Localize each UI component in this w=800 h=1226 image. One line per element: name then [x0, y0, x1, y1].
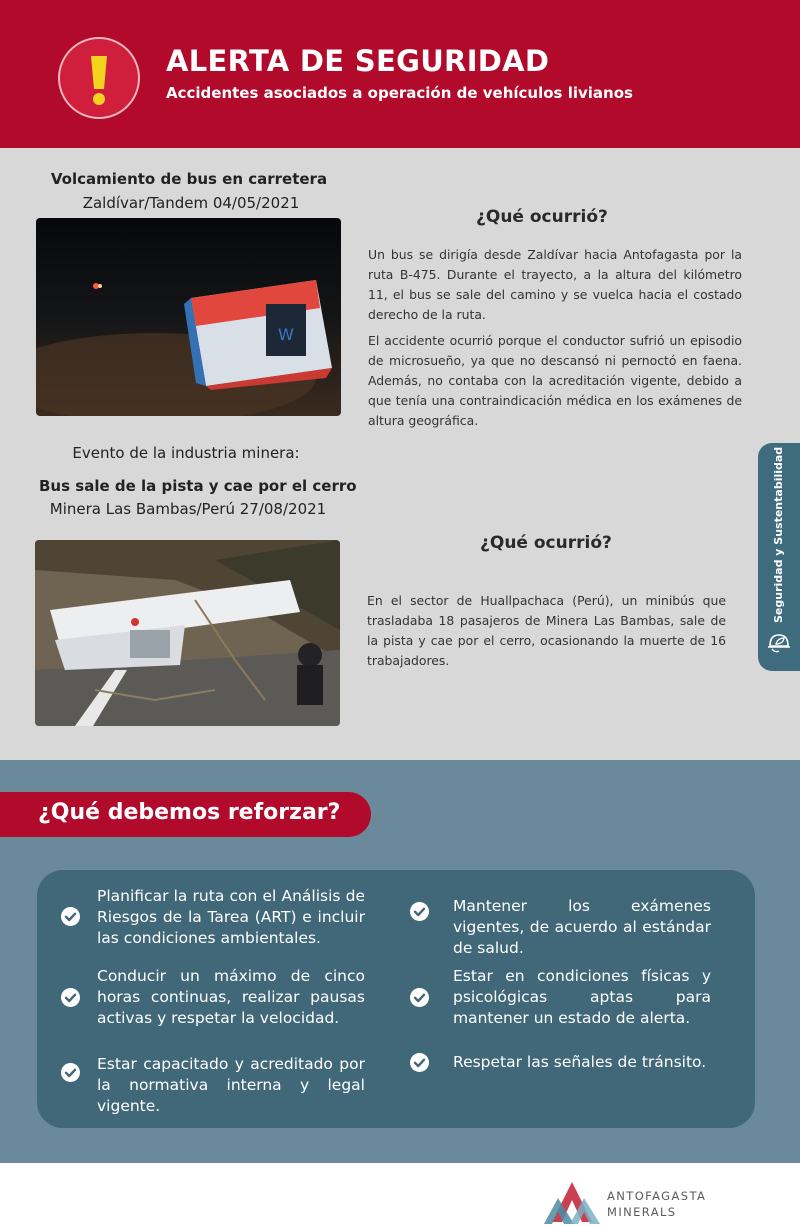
svg-text:W: W — [278, 325, 294, 344]
helmet-leaf-icon — [766, 629, 792, 659]
check-circle-icon — [410, 1053, 429, 1072]
incident1-location-date: Zaldívar/Tandem 04/05/2021 — [82, 194, 300, 212]
reinforce-left-item-1: Planificar la ruta con el Análisis de Riesgos de la Tarea (ART) e incluir las condiciones ambientales. — [97, 887, 365, 947]
reinforce-right-item-3: Respetar las señales de tránsito. — [453, 1053, 707, 1071]
header-banner — [0, 0, 800, 148]
incident2-intro: Evento de la industria minera: — [72, 444, 300, 462]
incident2-location-date: Minera Las Bambas/Perú 27/08/2021 — [49, 500, 327, 518]
incident1-paragraph1: Un bus se dirigía desde Zaldívar hacia Antofagasta por la ruta B-475. Durante el trayecto, a la altura del kilómetro 11, el bus se sale del camino y se vuelca hacia el costado derecho de la ruta. — [368, 247, 742, 322]
incident1-question: ¿Qué ocurrió? — [476, 207, 608, 227]
incident2-description: En el sector de Huallpachaca (Perú), un minibús que trasladaba 18 pasajeros de Minera Las Bambas, sale de la pista y cae por el cerro, ocasionando la muerte de 16 trabajadores. — [367, 593, 726, 668]
reinforce-right-item-2: Estar en condiciones físicas y psicológicas aptas para mantener un estado de alerta. — [453, 967, 711, 1027]
check-circle-icon — [410, 988, 429, 1007]
check-circle-icon — [61, 1063, 80, 1082]
page-subtitle: Accidentes asociados a operación de vehículos livianos — [166, 84, 633, 102]
incident2-photo — [35, 540, 340, 726]
incident1-paragraph2: El accidente ocurrió porque el conductor sufrió un episodio de microsueño, ya que no descansó ni pernoctó en faena. Además, no contaba con la acreditación vigente, debido a que tenía una contraindicación médica en los exámenes de altura geográfica. — [368, 333, 742, 428]
incident2-question: ¿Qué ocurrió? — [480, 533, 612, 553]
incident1-photo — [36, 218, 341, 416]
side-tab-label: Seguridad y Sustentabilidad — [772, 446, 785, 623]
check-circle-icon — [61, 907, 80, 926]
check-circle-icon — [410, 902, 429, 921]
reinforce-right-item-1: Mantener los exámenes vigentes, de acuerdo al estándar de salud. — [453, 897, 711, 957]
logo-line2: MINERALS — [607, 1205, 677, 1219]
footer-logo-text — [607, 1188, 706, 1220]
check-circle-icon — [61, 988, 80, 1007]
page-title: ALERTA DE SEGURIDAD — [166, 44, 550, 78]
incident1-description — [368, 245, 742, 437]
antofagasta-mountain-logo-icon — [544, 1180, 600, 1225]
reinforce-left-item-2: Conducir un máximo de cinco horas continuas, realizar pausas activas y respetar la velocidad. — [97, 967, 365, 1027]
incident1-title: Volcamiento de bus en carretera — [50, 170, 328, 188]
alert-exclamation-icon — [58, 37, 140, 119]
reinforce-left-item-3: Estar capacitado y acreditado por la normativa interna y legal vigente. — [97, 1055, 365, 1115]
reinforce-title: ¿Qué debemos reforzar? — [38, 800, 341, 825]
logo-line1: ANTOFAGASTA — [607, 1189, 707, 1203]
incident2-title: Bus sale de la pista y cae por el cerro — [39, 477, 357, 495]
